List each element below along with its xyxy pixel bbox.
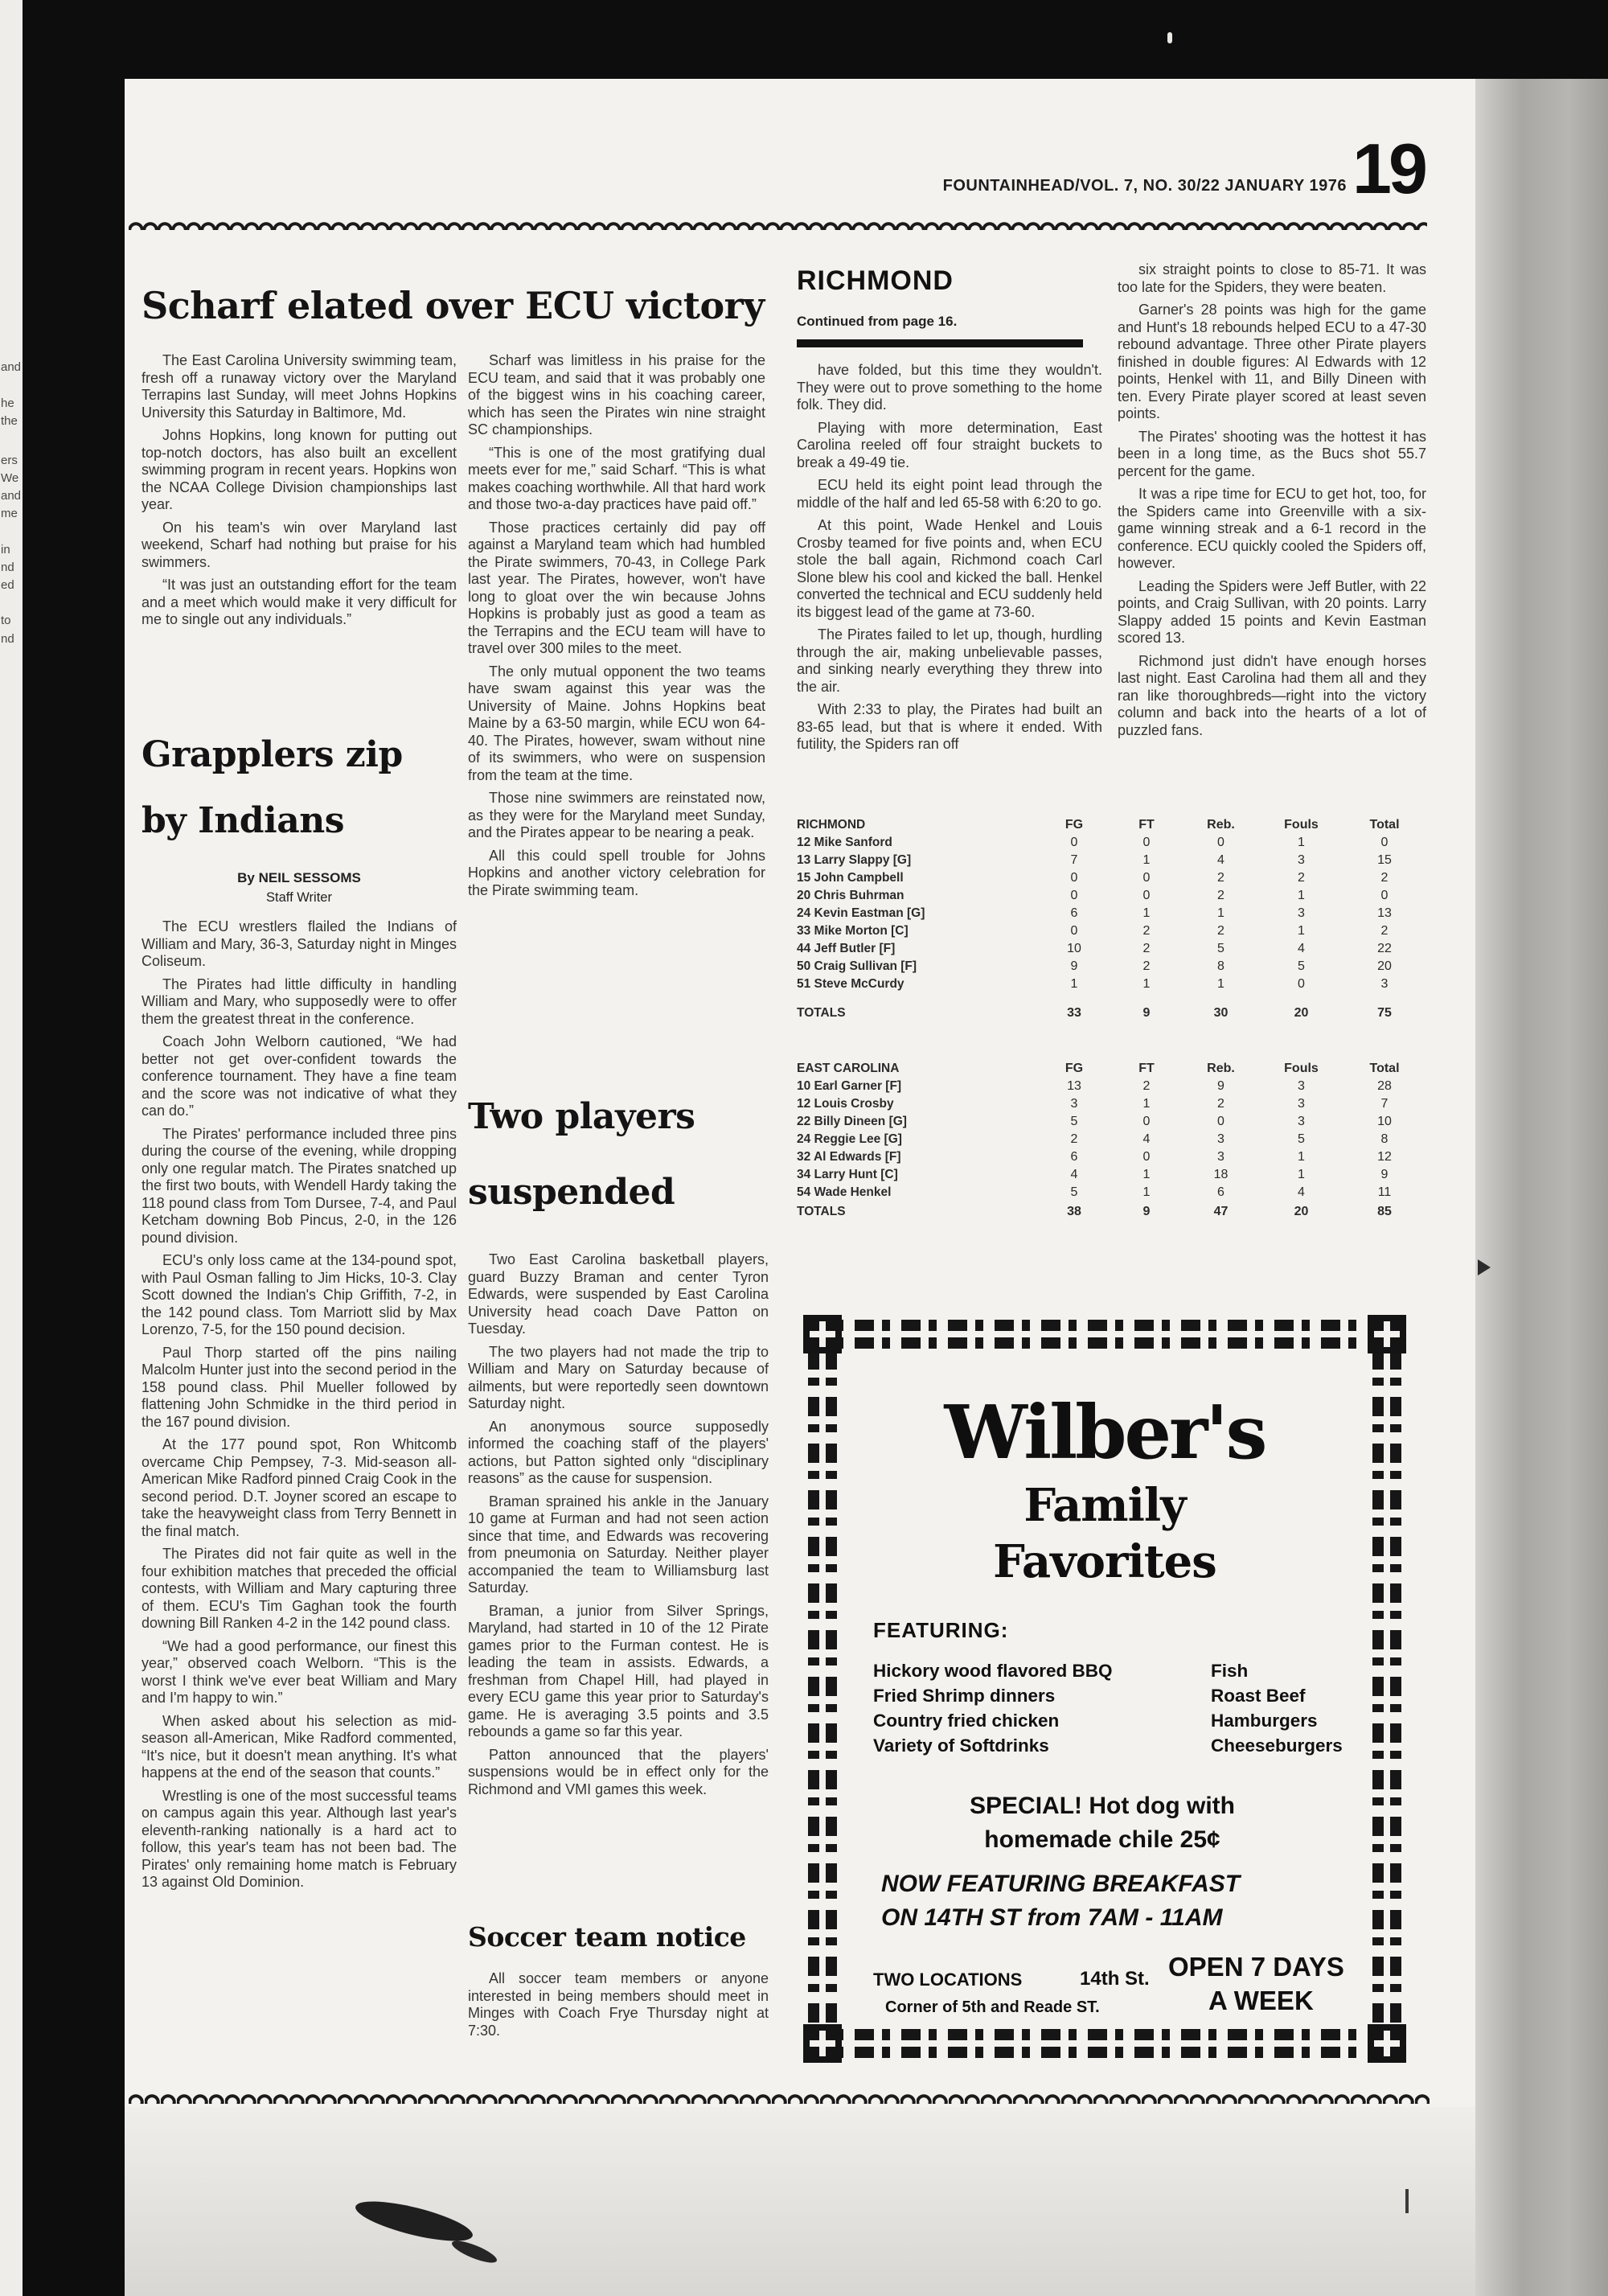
article-paragraph: It was a ripe time for ECU to get hot, too, for the Spiders came into Greenville with a six-game winning streak and a 6-1 record in the conference. ECU quickly cooled the Spiders off, however.	[1118, 486, 1426, 571]
ad-border-bottom	[808, 2029, 1401, 2058]
ad-brand-line2: Family	[1023, 1479, 1186, 1532]
box-score-rows	[797, 1078, 1425, 1201]
stat-fg: 6	[1070, 1150, 1078, 1164]
box-score-row	[797, 975, 1425, 993]
page-edge	[0, 0, 23, 2296]
stat-total: 20	[1377, 959, 1392, 973]
stat-fouls: 5	[1298, 1132, 1305, 1146]
ad-border-top	[808, 1320, 1401, 1349]
edge-fragment: nd	[1, 633, 14, 646]
ad-corner-ornament	[803, 2024, 842, 2063]
player-name: 24 Kevin Eastman [G]	[797, 906, 925, 920]
stat-ft: 2	[1142, 1079, 1151, 1093]
column-header: Total	[1369, 1062, 1400, 1075]
stat-fouls: 1	[1298, 924, 1305, 938]
box-score-row	[797, 922, 1425, 940]
stat-reb: 1	[1217, 977, 1224, 991]
menu-item: Fried Shrimp dinners	[873, 1686, 1056, 1706]
ad-corner-ornament	[1368, 2024, 1406, 2063]
article-paragraph: The East Carolina University swimming team, fresh off a runaway victory over the Maryland Terrapins last Sunday, will meet Johns Hopkins University this Saturday in Baltimore, Md.	[142, 352, 457, 421]
menu-item: Country fried chicken	[873, 1711, 1060, 1731]
scan-artifact	[1478, 1259, 1491, 1275]
column-header: Total	[1369, 818, 1400, 832]
stat-fouls: 1	[1298, 836, 1305, 849]
stat-reb: 2	[1217, 1097, 1224, 1111]
edge-fragment: in	[1, 544, 10, 557]
two-players-headline-line2: suspended	[468, 1172, 675, 1213]
box-score-row	[797, 958, 1425, 975]
stat-ft: 1	[1142, 906, 1151, 920]
article-paragraph: “It was just an outstanding effort for the team and a meet which would make it very difficult for me to single out any individuals.”	[142, 577, 457, 627]
richmond-continued-from: Continued from page 16.	[797, 314, 958, 329]
player-name: 20 Chris Buhrman	[797, 889, 904, 902]
ad-brand-line3: Favorites	[993, 1535, 1216, 1588]
article-paragraph: With 2:33 to play, the Pirates had built an 83-65 lead, but that is where it ended. With futility, the Spiders ran off	[797, 701, 1102, 752]
scharf-article-col1	[142, 352, 457, 722]
player-name: 44 Jeff Butler [F]	[797, 942, 896, 955]
stat-total: 0	[1380, 889, 1389, 902]
wilbers-ad	[797, 1308, 1413, 2069]
box-score-rows	[797, 834, 1425, 993]
article-paragraph: The Pirates did not fair quite as well in the four exhibition matches that preceded the official contests, with William and Mary capturing three of them. ECU's Tim Gaghan took the fourth downing Bill Ranken 4-2 in the 142 pound class.	[142, 1546, 457, 1631]
stat-reb: 2	[1217, 924, 1224, 938]
article-paragraph: Those practices certainly did pay off against a Maryland team which had humbled the Pirate swimmers, 70-43, in College Park last year. The Pirates, however, won't have long to gloat over the win because Johns Hopkins is probably just as good a team as the Terrapins and the ECU team will have to travel over 300 miles to the meet.	[468, 519, 765, 656]
article-paragraph: Richmond just didn't have enough horses last night. East Carolina had them all and they ran like thoroughbreds—right into the victory column and back into the hearts of a lot of puzzled fans.	[1118, 652, 1426, 738]
article-paragraph: ECU's only loss came at the 134-pound spot, with Paul Osman falling to Jim Hicks, 10-3. Clay Scott downed the Indian's Chip Griffith, 7-2, in the 142 pound class. Tom Marriott slid by Max Lorenzo, 7-5, for the 150 pound decision.	[142, 1252, 457, 1337]
stat-total: 9	[1380, 1168, 1389, 1181]
top-rule	[129, 219, 1427, 230]
menu-item: Fish	[1211, 1661, 1249, 1681]
stat-fouls: 0	[1298, 977, 1305, 991]
stat-reb: 9	[1217, 1079, 1224, 1093]
stat-fg: 10	[1067, 942, 1081, 955]
article-paragraph: “We had a good performance, our finest this year,” observed coach Welborn. “This is the worst I think we've ever beat William and Mary and I'm happy to win.”	[142, 1637, 457, 1706]
box-score-row	[797, 834, 1425, 852]
stat-total: 12	[1377, 1150, 1392, 1164]
stat-total: 2	[1380, 871, 1389, 885]
player-name: 10 Earl Garner [F]	[797, 1079, 902, 1093]
edge-fragment: to	[1, 614, 11, 627]
stat-fg: 0	[1070, 889, 1078, 902]
stat-ft: 0	[1142, 1150, 1151, 1164]
article-paragraph: six straight points to close to 85-71. It was too late for the Spiders, they were beaten.	[1118, 261, 1426, 295]
menu-item: Hamburgers	[1211, 1711, 1318, 1731]
stat-reb: 5	[1217, 942, 1224, 955]
stat-ft: 0	[1142, 871, 1151, 885]
player-name: 32 Al Edwards [F]	[797, 1150, 901, 1164]
stat-ft: 2	[1142, 942, 1151, 955]
column-header: FG	[1064, 818, 1084, 832]
column-header: Reb.	[1207, 1062, 1235, 1075]
edge-fragment: We	[1, 472, 19, 485]
stat-reb: 3	[1217, 1150, 1224, 1164]
page-number: 19	[1352, 129, 1425, 208]
article-paragraph: Paul Thorp started off the pins nailing Malcolm Hunter just into the second period in the 158 pound class. Phil Mueller followed by flattening John Schmidke in the third period in the 167 pound division.	[142, 1344, 457, 1430]
menu-item: Hickory wood flavored BBQ	[873, 1661, 1113, 1681]
bottom-rule	[129, 2091, 1430, 2104]
stat-fouls: 2	[1298, 871, 1305, 885]
article-paragraph: Wrestling is one of the most successful teams on campus again this year. Although last year's eleventh-ranking nationally is a hard act to follow, this year's team has not been bad. The Pirates' only remaining home match is February 13 against Old Dominion.	[142, 1787, 457, 1890]
article-paragraph: Leading the Spiders were Jeff Butler, with 22 points, and Craig Sullivan, with 20 points. Larry Slappy added 15 points and Kevin Eastman scored 13.	[1118, 577, 1426, 646]
box-score-row	[797, 852, 1425, 869]
article-paragraph: ECU held its eight point lead through the middle of the half and led 65-58 with 6:20 to go.	[797, 477, 1102, 511]
stat-reb: 0	[1217, 1115, 1224, 1128]
column-header: FG	[1064, 1062, 1084, 1075]
article-paragraph: At the 177 pound spot, Ron Whitcomb overcame Chip Pempsey, 7-3. Mid-season all-American Mike Radford pinned Craig Cook in the second period. D.T. Joyner scored an escape to take the heavyweight class from Terry Bennett in the final match.	[142, 1436, 457, 1539]
box-score-row	[797, 1113, 1425, 1131]
grapplers-article-body	[142, 918, 457, 2024]
edge-fragment: and	[1, 361, 22, 374]
ad-open-line1: OPEN 7 DAYS	[1168, 1952, 1344, 1982]
scharf-article-col2	[468, 352, 765, 1076]
box-score-row	[797, 1166, 1425, 1184]
box-score-row	[797, 905, 1425, 922]
column-header: FT	[1138, 818, 1155, 832]
box-score-row	[797, 1078, 1425, 1095]
box-score-row	[797, 887, 1425, 905]
scan-smudge	[1405, 2189, 1409, 2213]
stat-fg: 0	[1070, 836, 1078, 849]
stat-ft: 1	[1142, 853, 1151, 867]
player-name: 15 John Campbell	[797, 871, 904, 885]
column-header: Fouls	[1284, 818, 1319, 832]
article-paragraph: An anonymous source supposedly informed the coaching staff of the players' actions, but Patton sighted only “disciplinary reasons” as the cause for suspension.	[468, 1418, 769, 1486]
stat-total: 15	[1377, 853, 1392, 867]
edge-fragment: and	[1, 490, 22, 503]
stat-total: 13	[1377, 906, 1392, 920]
stat-fg: 2	[1070, 1132, 1078, 1146]
ad-locations-line2: Corner of 5th and Reade ST.	[885, 1998, 1100, 2016]
article-paragraph: Scharf was limitless in his praise for the ECU team, and said that it was probably one of the biggest wins in his coaching career, which has seen the Pirates win nine straight SC championships.	[468, 352, 765, 437]
column-header: FT	[1138, 1062, 1155, 1075]
richmond-headline: RICHMOND	[797, 265, 954, 296]
stat-ft: 0	[1142, 1115, 1151, 1128]
player-name: 33 Mike Morton [C]	[797, 924, 909, 938]
stat-fouls: 3	[1298, 1097, 1305, 1111]
stat-total: 11	[1377, 1185, 1392, 1199]
scan-top-bar	[80, 0, 1608, 79]
article-paragraph: Coach John Welborn cautioned, “We had better not get over-confident towards the conference tournament. They have a fine team and the score was not indicative of what they can do.”	[142, 1033, 457, 1119]
stat-ft: 1	[1142, 1185, 1151, 1199]
stat-ft: 2	[1142, 959, 1151, 973]
article-paragraph: Braman, a junior from Silver Springs, Maryland, had started in 10 of the 12 Pirate games prior to the Furman contest. He is leading the team in assists. Edwards, a freshman from Chapel Hill, had played in every ECU game this year prior to Saturday's game. He is averaging 3.5 points and 3.5 rebounds a game so far this year.	[468, 1602, 769, 1739]
box-score-row	[797, 1095, 1425, 1113]
edge-fragment: ed	[1, 579, 14, 592]
column-header: Fouls	[1284, 1062, 1319, 1075]
stat-reb: 4	[1217, 853, 1224, 867]
article-paragraph: Braman sprained his ankle in the January 10 game at Furman and had not seen action since that time, and Edwards was recovering from pneumonia on Saturday. Neither player accompanied the team to Williamsburg last Saturday.	[468, 1493, 769, 1596]
player-name: 12 Louis Crosby	[797, 1097, 894, 1111]
stat-fg: 5	[1070, 1185, 1078, 1199]
two-players-article-body	[468, 1251, 769, 1904]
stat-fouls: 3	[1298, 1079, 1305, 1093]
ad-special-offer: SPECIAL! Hot dog with homemade chile 25¢	[970, 1793, 1235, 1853]
edge-fragment: the	[1, 415, 18, 428]
stat-ft: 0	[1142, 889, 1151, 902]
richmond-article-col3	[797, 362, 1102, 812]
article-paragraph: At this point, Wade Henkel and Louis Crosby teamed for five points and, when ECU stole the ball again, Richmond coach Carl Slone blew his cool and kicked the ball. Henkel converted the technical and ECU suddenly held its biggest lead of the game at 73-60.	[797, 517, 1102, 620]
stat-total: 22	[1377, 942, 1392, 955]
article-paragraph: Playing with more determination, East Carolina reeled off four straight buckets to break a 49-49 tie.	[797, 419, 1102, 470]
article-paragraph: The ECU wrestlers flailed the Indians of William and Mary, 36-3, Saturday night in Minges Coliseum.	[142, 918, 457, 969]
scan-bottom-shade	[125, 2107, 1475, 2296]
box-score-row	[797, 1184, 1425, 1201]
article-paragraph: Johns Hopkins, long known for putting out top-notch doctors, has also built an excellent swimming program in recent years. Hopkins won the NCAA College Division championships last year.	[142, 427, 457, 512]
box-score-row	[797, 869, 1425, 887]
stat-total: 2	[1380, 924, 1389, 938]
stat-reb: 6	[1217, 1185, 1224, 1199]
stat-total: 8	[1380, 1132, 1389, 1146]
player-name: 51 Steve McCurdy	[797, 977, 904, 991]
stat-fg: 5	[1070, 1115, 1078, 1128]
stat-ft: 1	[1142, 1168, 1151, 1181]
two-players-headline-line1: Two players	[468, 1096, 695, 1137]
stat-fg: 13	[1067, 1079, 1081, 1093]
richmond-rule	[797, 339, 1083, 347]
article-paragraph: “This is one of the most gratifying dual meets ever for me,” said Scharf. “This is what makes coaching worthwhile. All that hard work and those two-a-day practices have paid off.”	[468, 444, 765, 512]
ad-featuring-label: FEATURING:	[873, 1618, 1009, 1642]
player-name: 22 Billy Dineen [G]	[797, 1115, 907, 1128]
stat-reb: 2	[1217, 871, 1224, 885]
edge-fragment: he	[1, 397, 14, 410]
stat-fouls: 1	[1298, 1168, 1305, 1181]
edge-fragment: ers	[1, 454, 18, 467]
stat-reb: 8	[1217, 959, 1224, 973]
soccer-article-body	[468, 1970, 769, 2083]
player-name: 24 Reggie Lee [G]	[797, 1132, 902, 1146]
scan-right-edge	[1475, 0, 1608, 2296]
soccer-headline: Soccer team notice	[468, 1921, 746, 1953]
stat-fouls: 5	[1298, 959, 1305, 973]
stat-ft: 1	[1142, 977, 1151, 991]
masthead: FOUNTAINHEAD/VOL. 7, NO. 30/22 JANUARY 1976	[942, 177, 1347, 195]
stat-fouls: 3	[1298, 1115, 1305, 1128]
stat-reb: 2	[1217, 889, 1224, 902]
box-score-row	[797, 940, 1425, 958]
stat-fg: 6	[1070, 906, 1078, 920]
article-paragraph: Garner's 28 points was high for the game and Hunt's 18 rebounds helped ECU to a 47-30 rebound advantage. Three other Pirate players finished in double figures: Al Edwards with 12 points, Henkel with 11, and Billy Dineen with ten. Every Pirate player scored at least seven points.	[1118, 302, 1426, 421]
grapplers-headline-line2: by Indians	[142, 800, 344, 841]
article-paragraph: The only mutual opponent the two teams have swam against this year was the University of Maine. Johns Hopkins beat Maine by a 63-50 margin, while ECU won 64-40. The Pirates, however, swam without nine of its swimmers, who were on suspension from the team at the time.	[468, 663, 765, 783]
stat-fouls: 1	[1298, 889, 1305, 902]
edge-fragment: me	[1, 507, 18, 520]
stat-ft: 0	[1142, 836, 1151, 849]
stat-fg: 9	[1070, 959, 1078, 973]
ad-menu-right	[1211, 1661, 1372, 1760]
ad-brand-name: Wilber's	[944, 1389, 1265, 1476]
ad-menu-left	[873, 1661, 1163, 1760]
grapplers-headline-line1: Grapplers zip	[142, 734, 403, 775]
ad-open-line2: A WEEK	[1208, 1986, 1314, 2015]
ad-breakfast-notice: NOW FEATURING BREAKFAST ON 14TH ST from 7AM - 11AM	[881, 1871, 1241, 1931]
menu-item: Roast Beef	[1211, 1686, 1306, 1706]
box-score-row	[797, 1131, 1425, 1148]
richmond-article-col4	[1118, 261, 1426, 800]
stat-ft: 2	[1142, 924, 1151, 938]
stat-total: 28	[1377, 1079, 1392, 1093]
article-paragraph: The Pirates' shooting was the hottest it has been in a long time, as the Bucs shot 55.7 percent for the game.	[1118, 428, 1426, 479]
stat-total: 0	[1380, 836, 1389, 849]
team-name: EAST CAROLINA	[797, 1062, 900, 1075]
ad-locations-value: 14th St.	[1080, 1968, 1150, 1990]
stat-fouls: 1	[1298, 1150, 1305, 1164]
box-score-totals: TOTALS 38 9 47 20 85	[797, 1205, 1392, 1218]
article-paragraph: On his team's win over Maryland last weekend, Scharf had nothing but praise for his swimmers.	[142, 519, 457, 570]
stat-reb: 1	[1217, 906, 1224, 920]
stat-fouls: 3	[1298, 906, 1305, 920]
player-name: 50 Craig Sullivan [F]	[797, 959, 917, 973]
menu-item: Variety of Softdrinks	[873, 1735, 1049, 1756]
article-paragraph: The two players had not made the trip to William and Mary on Saturday because of ailments, but were reportedly seen downtown Saturday night.	[468, 1343, 769, 1411]
ad-corner-ornament	[1368, 1315, 1406, 1353]
stat-reb: 18	[1213, 1168, 1229, 1181]
player-name: 12 Mike Sanford	[797, 836, 892, 849]
menu-item: Cheeseburgers	[1211, 1735, 1343, 1756]
stat-fouls: 4	[1298, 942, 1305, 955]
stat-fg: 1	[1070, 977, 1078, 991]
stat-fouls: 3	[1298, 853, 1305, 867]
edge-fragment: nd	[1, 561, 14, 574]
byline-role: Staff Writer	[266, 890, 332, 905]
stat-total: 10	[1377, 1115, 1392, 1128]
box-score-totals: TOTALS 33 9 30 20 75	[797, 1006, 1392, 1020]
stat-ft: 4	[1142, 1132, 1151, 1146]
article-paragraph: The Pirates had little difficulty in handling William and Mary, who supposedly were to offer them the greatest threat in the conference.	[142, 975, 457, 1027]
ad-locations-label: TWO LOCATIONS	[873, 1969, 1023, 1990]
stat-ft: 1	[1142, 1097, 1151, 1111]
stat-reb: 3	[1217, 1132, 1224, 1146]
article-paragraph: When asked about his selection as mid-season all-American, Mike Radford commented, “It's nice, but it doesn't mean anything. It's what happens at the end of the season that counts.”	[142, 1712, 457, 1781]
richmond-box-score	[797, 816, 1425, 1022]
box-score-header	[797, 816, 1425, 834]
article-paragraph: Two East Carolina basketball players, guard Buzzy Braman and center Tyron Edwards, were suspended by East Carolina University head coach Dave Patton on Tuesday.	[468, 1251, 769, 1337]
scan-left-bar	[23, 0, 125, 2296]
stat-fg: 3	[1070, 1097, 1078, 1111]
article-paragraph: All soccer team members or anyone interested in being members should meet in Minges with Coach Frye Thursday night at 7:30.	[468, 1970, 769, 2039]
stat-total: 3	[1380, 977, 1389, 991]
byline: By NEIL SESSOMS	[237, 870, 361, 885]
article-paragraph: have folded, but this time they wouldn't. They were out to prove something to the home folk. They did.	[797, 362, 1102, 413]
column-header: Reb.	[1207, 818, 1235, 832]
ad-corner-ornament	[803, 1315, 842, 1353]
stat-fg: 0	[1070, 924, 1078, 938]
article-paragraph: The Pirates' performance included three pins during the course of the evening, while dropping only one regular match. The Pirates snatched up the first two bouts, with Wendell Hardy taking the 118 pound class from Tom Dursee, 7-4, and Paul Ketcham downing Bob Pincus, 2-0, in the 126 pound division.	[142, 1125, 457, 1246]
player-name: 13 Larry Slappy [G]	[797, 853, 912, 867]
stat-fg: 0	[1070, 871, 1078, 885]
box-score-row	[797, 1148, 1425, 1166]
stat-fg: 4	[1070, 1168, 1078, 1181]
stat-total: 7	[1380, 1097, 1389, 1111]
stat-reb: 0	[1217, 836, 1224, 849]
scan-artifact	[1167, 32, 1172, 43]
article-paragraph: All this could spell trouble for Johns Hopkins and another victory celebration for the Pirate swimming team.	[468, 847, 765, 898]
stat-fouls: 4	[1298, 1185, 1305, 1199]
article-paragraph: Patton announced that the players' suspensions would be in effect only for the Richmond and VMI games this week.	[468, 1746, 769, 1797]
article-paragraph: The Pirates failed to let up, though, hurdling through the air, making unbelievable passes, and sinking nearly everything they threw into the air.	[797, 626, 1102, 695]
east-carolina-box-score	[797, 1060, 1425, 1221]
scharf-headline: Scharf elated over ECU victory	[142, 284, 765, 327]
box-score-header	[797, 1060, 1425, 1078]
player-name: 34 Larry Hunt [C]	[797, 1168, 898, 1181]
article-paragraph: Those nine swimmers are reinstated now, as they were for the Maryland meet Sunday, and the Pirates appear to be nearing a peak.	[468, 790, 765, 840]
stat-fg: 7	[1070, 853, 1078, 867]
player-name: 54 Wade Henkel	[797, 1185, 892, 1199]
team-name: RICHMOND	[797, 818, 866, 832]
